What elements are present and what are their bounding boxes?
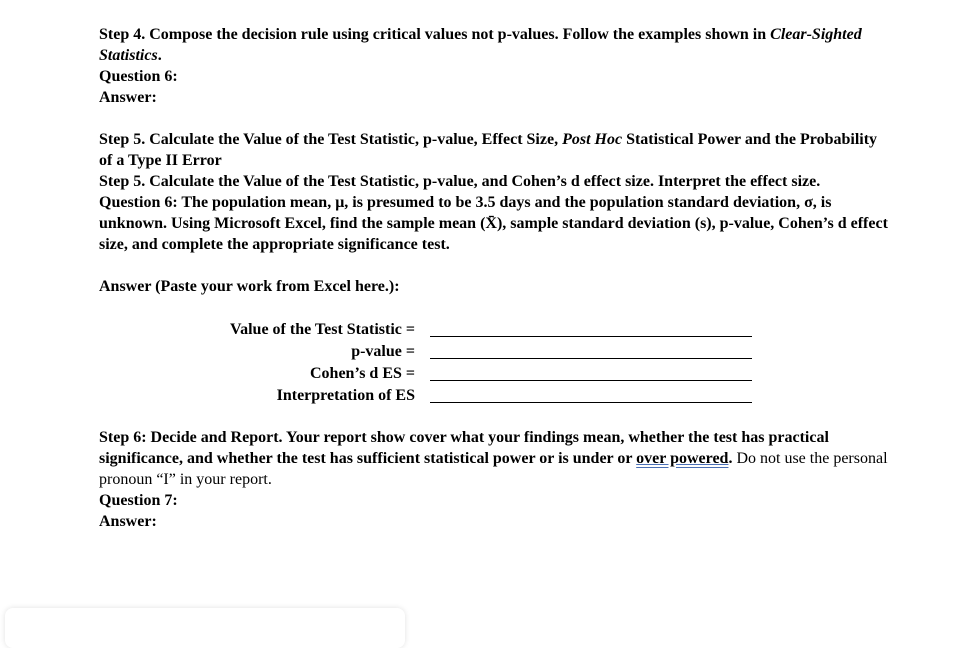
step5-heading-2: Step 5. Calculate the Value of the Test Statistic, p-value, and Cohen’s d effect size. Interpret the effect size. (99, 173, 821, 190)
field-row-p-value (99, 340, 889, 362)
bottom-panel (5, 608, 405, 648)
step5-heading-italic: Post Hoc (562, 131, 623, 148)
step5-heading (99, 129, 889, 171)
step4-heading-text: Step 4. Compose the decision rule using critical values not p-values. Follow the examples shown in (99, 26, 771, 43)
field-row-cohens-d (99, 362, 889, 384)
field-row-test-statistic (99, 318, 889, 340)
step5-heading-text-b: Statistical Power and the Probability of a Type II Error (99, 131, 878, 169)
step6-note: Do not use the personal pronoun “I” in your report. (99, 450, 888, 488)
spacer (99, 255, 889, 276)
statistics-fields (99, 318, 889, 406)
step4-heading (99, 24, 889, 66)
field-label: Interpretation of ES (276, 387, 415, 404)
field-label: p-value = (351, 343, 415, 360)
field-row-interpretation (99, 384, 889, 406)
step6-heading-end: . (728, 450, 733, 467)
step5-question: Question 6: The population mean, μ, is presumed to be 3.5 days and the population standard deviation, σ, is unknown. Using Microsoft Excel, find the sample mean (X̄), sample standard deviation (s), p-value, Cohen’s d effect size, and complete the appropriate significance test. (99, 194, 888, 253)
answer-blank-line[interactable] (430, 366, 752, 381)
step6-question: Question 7: (99, 492, 178, 509)
answer-blank-line[interactable] (430, 344, 752, 359)
answer-blank-line[interactable] (430, 388, 752, 403)
step6-heading (99, 427, 889, 490)
step5-heading-text-a: Step 5. Calculate the Value of the Test Statistic, p-value, Effect Size, (99, 131, 563, 148)
field-label: Cohen’s d ES = (310, 365, 415, 382)
spacer (99, 108, 889, 129)
step6-heading-text: Step 6: Decide and Report. Your report show cover what your findings mean, whether the test has practical significance, and whether the test has sufficient statistical power or is under or (99, 429, 829, 467)
step5-answer-label: Answer (Paste your work from Excel here.): (99, 278, 400, 295)
step4-question: Question 6: (99, 68, 178, 85)
step6-proofing-underline[interactable]: over powered (636, 450, 729, 467)
book-title: Clear-Sighted Statistics (99, 26, 862, 64)
step4-heading-end: . (157, 47, 162, 64)
field-label: Value of the Test Statistic = (230, 321, 415, 338)
spacer (99, 406, 889, 427)
document-page (99, 24, 889, 532)
answer-blank-line[interactable] (430, 322, 752, 337)
step6-answer: Answer: (99, 513, 157, 530)
step4-answer: Answer: (99, 89, 157, 106)
